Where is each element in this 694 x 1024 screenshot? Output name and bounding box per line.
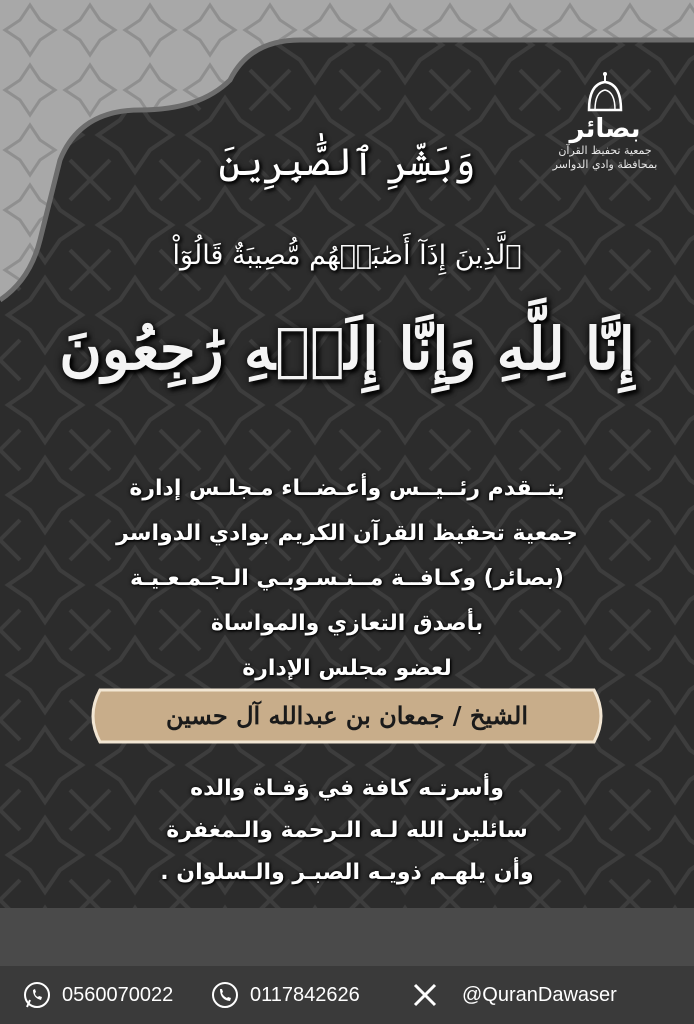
name-banner <box>86 684 608 748</box>
logo-line-2: بمحافظة وادي الدواسر <box>552 158 658 171</box>
x-handle: @QuranDawaser <box>462 983 617 1006</box>
closing-line: وأسرتـه كافة في وَفـاة والده <box>190 776 504 801</box>
message-line: (بصائر) وكـافــة مــنـسـوبـي الـجـمـعـيـة <box>130 566 564 591</box>
closing-line: سائلين الله لـه الـرحمة والـمغفرة <box>166 818 528 843</box>
x-contact[interactable] <box>412 966 617 1024</box>
condolence-message <box>0 466 694 691</box>
closing-message <box>0 768 694 894</box>
message-line: لعضو مجلس الإدارة <box>242 656 452 681</box>
phone-number: 0117842626 <box>250 983 360 1006</box>
x-logo-icon <box>412 982 438 1008</box>
message-line: جمعية تحفيظ القرآن الكريم بوادي الدواسر <box>116 521 578 546</box>
verse-line-2: ٱلَّذِينَ إِذَآ أَصَٰبَتۡهُم مُّصِيبَةٌ قَالُوٓاْ <box>172 240 522 271</box>
verse-line-3: إِنَّا لِلَّهِ وَإِنَّا إِلَيۡهِ رَٰجِعُونَ <box>59 315 635 383</box>
whatsapp-contact[interactable] <box>22 966 173 1024</box>
message-line: بأصدق التعازي والمواساة <box>210 611 484 636</box>
logo-brand: بصائر <box>569 114 641 144</box>
closing-line: وأن يلهـم ذويـه الصبـر والـسلوان . <box>160 860 534 885</box>
verse-line-1: وَبَشِّرِ ٱلصَّٰبِرِينَ <box>218 140 476 184</box>
deceased-name: الشيخ / جمعان بن عبدالله آل حسين <box>165 701 528 730</box>
dome-icon <box>583 70 627 114</box>
message-line: يتــقدم رئــيــس وأعـضــاء مـجلـس إدارة <box>129 476 565 501</box>
whatsapp-icon <box>22 980 52 1010</box>
logo-line-1: جمعية تحفيظ القرآن <box>558 144 652 157</box>
phone-contact[interactable] <box>210 966 360 1024</box>
whatsapp-number: 0560070022 <box>62 983 174 1006</box>
footer-contacts <box>0 966 694 1024</box>
phone-icon <box>210 980 240 1010</box>
footer-band <box>0 908 694 966</box>
